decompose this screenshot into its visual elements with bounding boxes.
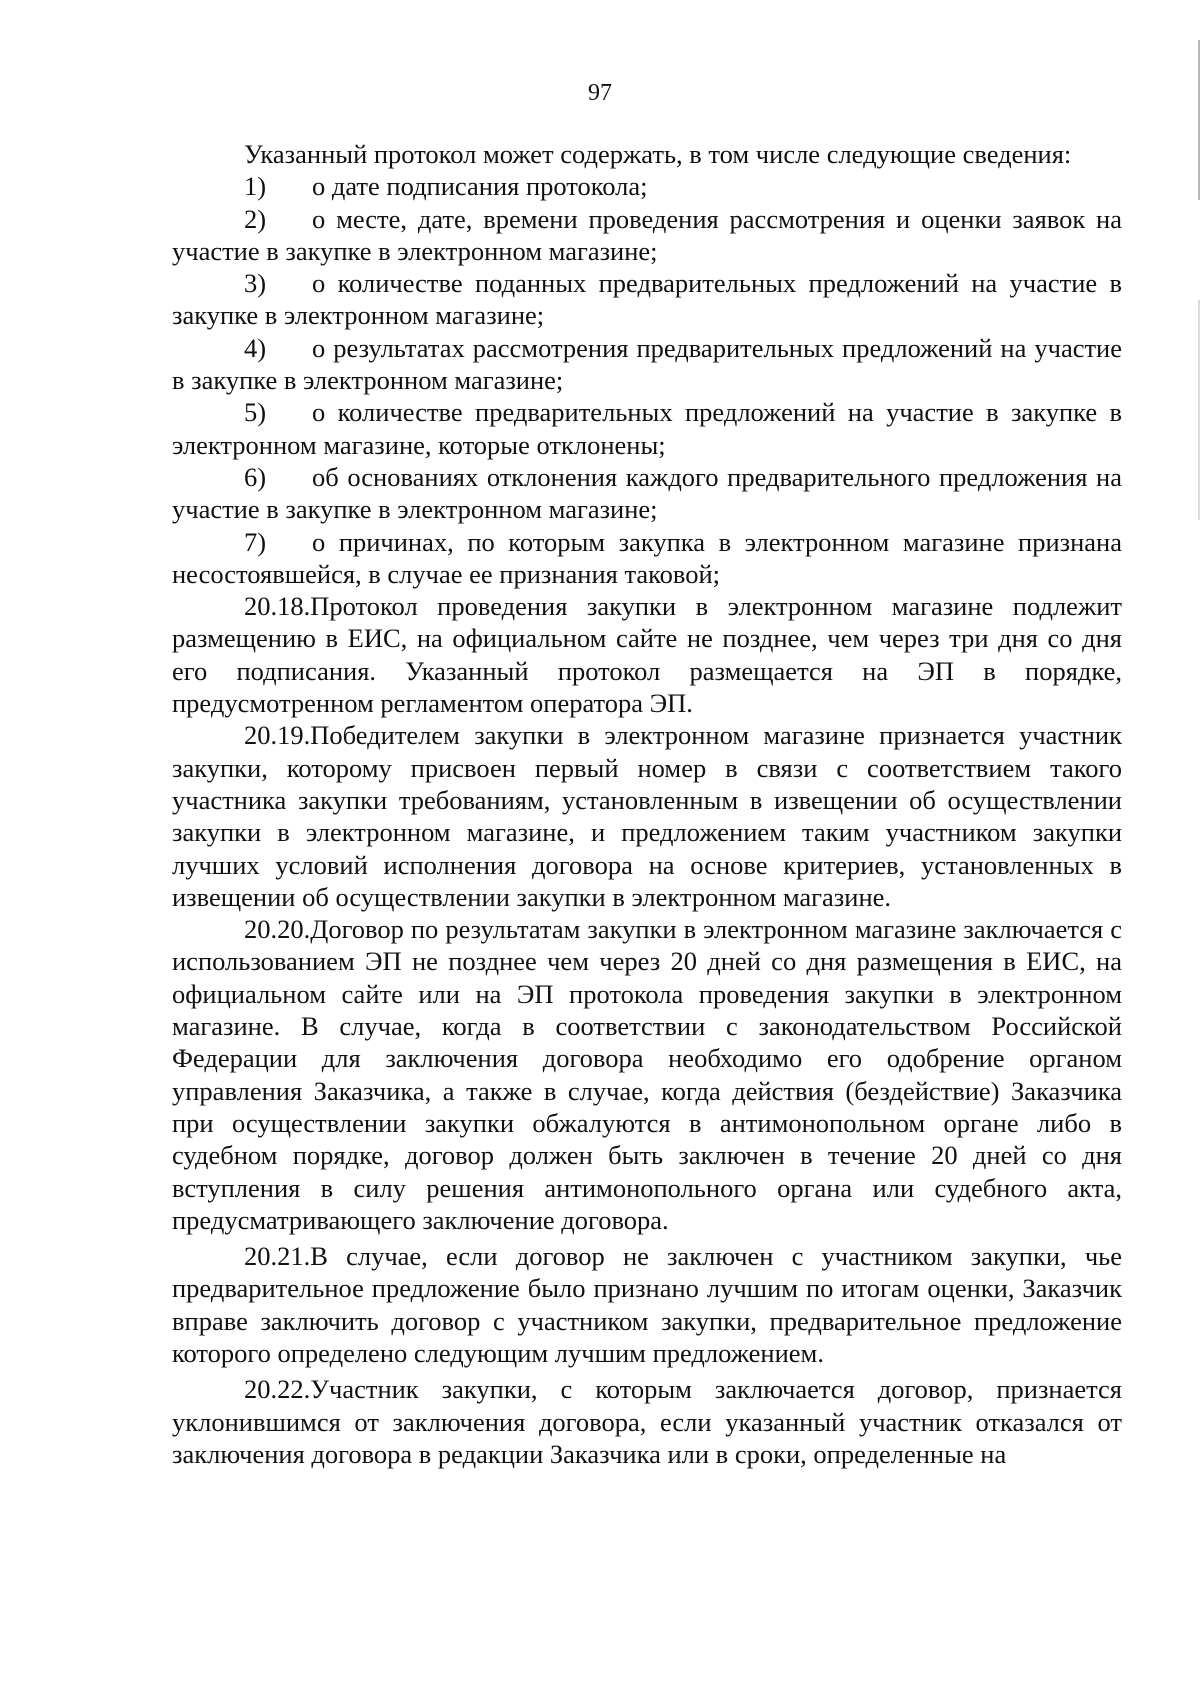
paragraph-number: 20.21. xyxy=(244,1241,311,1272)
document-body xyxy=(172,138,1122,1470)
list-item-text: о дате подписания протокола; xyxy=(312,171,648,202)
list-item-4 xyxy=(172,332,1122,397)
list-item-number: 5) xyxy=(244,397,267,428)
paragraph-number: 20.20. xyxy=(244,914,311,945)
paragraph-text: В случае, если договор не заключен с участником закупки, чье предварительное предложение было признано лучшим по итогам оценки, Заказчик вправе заключить договор с участником закупки, предварительное предложение которого определено следующим лучшим предложением. xyxy=(172,1241,1122,1368)
list-item-text: об основаниях отклонения каждого предварительного предложения на участие в закупке в электронном магазине; xyxy=(172,461,1122,525)
list-item-2 xyxy=(172,203,1122,268)
list-item-6 xyxy=(172,461,1122,526)
paragraph-number: 20.22. xyxy=(244,1374,311,1405)
list-item-5 xyxy=(172,396,1122,461)
list-item-text: о причинах, по которым закупка в электронном магазине признана несостоявшейся, в случае ее признания таковой; xyxy=(172,526,1122,589)
list-item-7 xyxy=(172,526,1122,591)
paragraph-text: Победителем закупки в электронном магазине признается участник закупки, которому присвоен первый номер в связи с соответствием такого участника закупки требованиям, установленным в извещении об осуществлении закупки в электронном магазине, и предложением таким участником закупки лучших условий исполнения договора на основе критериев, установленных в извещении об осуществлении закупки в электронном магазине. xyxy=(172,720,1122,912)
list-item-text: о результатах рассмотрения предварительных предложений на участие в закупке в электронном магазине; xyxy=(172,332,1122,396)
list-item-number: 6) xyxy=(244,461,267,492)
page-number: 97 xyxy=(588,80,612,106)
paragraph-text: Договор по результатам закупки в электронном магазине заключается с использованием ЭП не позднее чем через 20 дней со дня размещения в ЕИС, на официальном сайте или на ЭП протокола проведения закупки в электронном магазине. В случае, когда в соответствии с законодательством Российской Федерации для заключения договора необходимо его одобрение органом управления Заказчика, а также в случае, когда действия (бездействие) Заказчика при осуществлении закупки обжалуются в антимонопольном органе либо в судебном порядке, договор должен быть заключен в течение 20 дней со дня вступления в силу решения антимонопольного органа или судебного акта, предусматривающего заключение договора. xyxy=(172,914,1122,1235)
paragraph-text: Участник закупки, с которым заключается договор, признается уклонившимся от заключения договора, если указанный участник отказался от заключения договора в редакции Заказчика или в сроки, определенные на xyxy=(172,1374,1122,1469)
list-item-number: 7) xyxy=(244,526,267,557)
intro-paragraph: Указанный протокол может содержать, в том числе следующие сведения: xyxy=(244,139,1072,169)
list-item-text: о месте, дате, времени проведения рассмотрения и оценки заявок на участие в закупке в электронном магазине; xyxy=(172,203,1122,266)
list-item-3 xyxy=(172,267,1122,332)
paragraph-20-21 xyxy=(172,1240,1122,1369)
paragraph-20-19 xyxy=(172,719,1122,913)
paragraph-text: Протокол проведения закупки в электронном магазине подлежит размещению в ЕИС, на официальном сайте не позднее, чем через три дня со дня его подписания. Указанный протокол размещается на ЭП в порядке, предусмотренном регламентом оператора ЭП. xyxy=(172,591,1122,719)
list-item-text: о количестве предварительных предложений на участие в закупке в электронном магазине, которые отклонены; xyxy=(172,397,1122,460)
list-item-1 xyxy=(172,170,1122,202)
list-item-text: о количестве поданных предварительных предложений на участие в закупке в электронном магазине; xyxy=(172,268,1122,331)
list-item-number: 1) xyxy=(244,171,267,202)
paragraph-20-20 xyxy=(172,913,1122,1236)
paragraph-20-18 xyxy=(172,590,1122,719)
paragraph-number: 20.18. xyxy=(244,591,311,622)
list-item-number: 3) xyxy=(244,268,267,299)
paragraph-20-22 xyxy=(172,1373,1122,1470)
list-item-number: 4) xyxy=(244,332,267,363)
list-item-number: 2) xyxy=(244,203,267,234)
paragraph-number: 20.19. xyxy=(244,720,311,751)
